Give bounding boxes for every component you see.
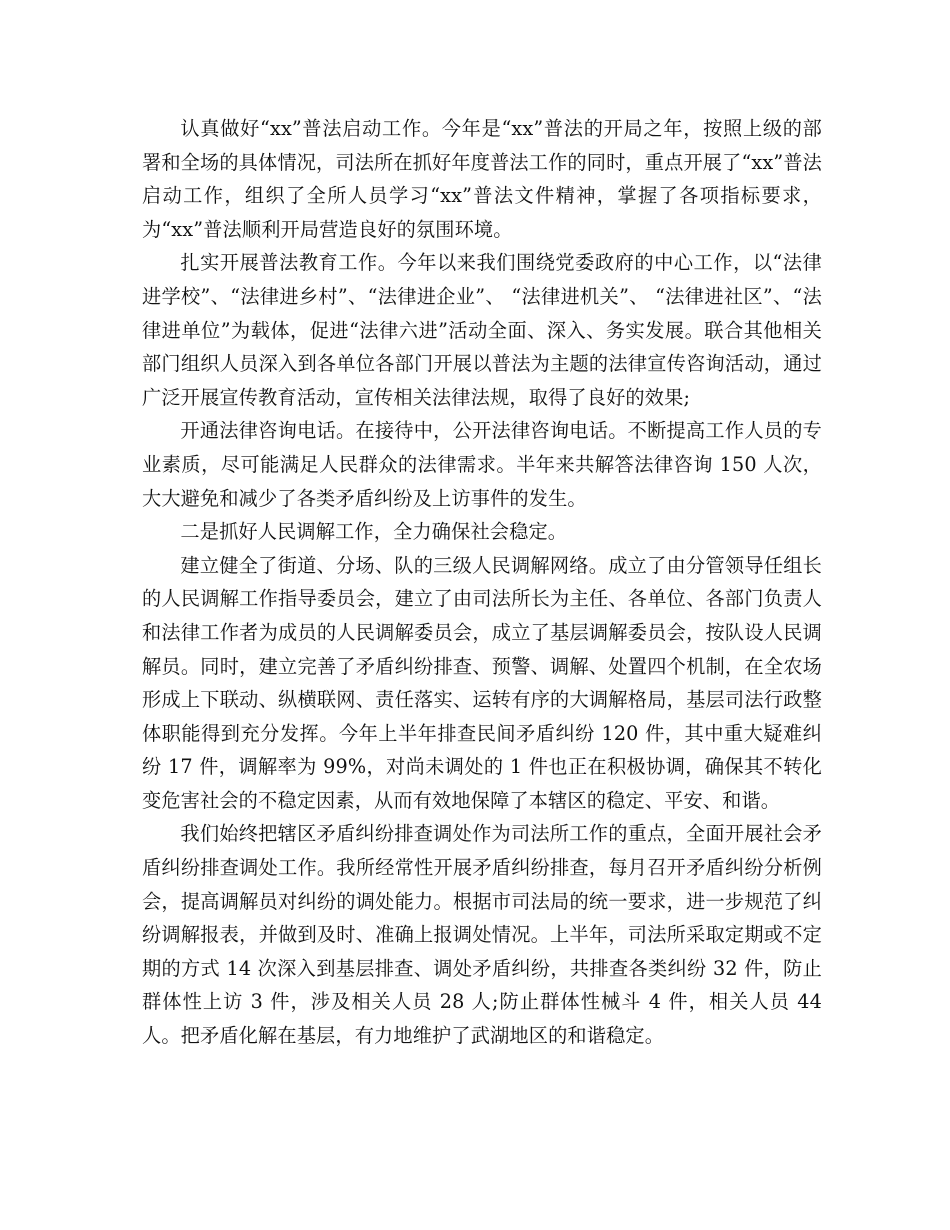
document-body (142, 112, 822, 1053)
paragraph-section-heading: 二是抓好人民调解工作，全力确保社会稳定。 (180, 520, 568, 544)
paragraph-legal-education: 扎实开展普法教育工作。今年以来我们围绕党委政府的中心工作，以“法律进学校”、“法律进乡村”、“法律进企业”、 “法律进机关”、 “法律进社区”、“法律进单位”为载体，促进“法律六进”活动全面、深入、务实发展。联合其他相关部门组织人员深入到各单位各部门开展以普法为主题的法律宣传咨询活动，通过广泛开展宣传教育活动，宣传相关法律法规，取得了良好的效果; (142, 251, 822, 409)
paragraph-consultation-hotline: 开通法律咨询电话。在接待中，公开法律咨询电话。不断提高工作人员的专业素质，尽可能满足人民群众的法律需求。半年来共解答法律咨询 150 人次，大大避免和减少了各类矛盾纠纷及上访事件的发生。 (142, 419, 822, 510)
paragraph-mediation-network: 建立健全了街道、分场、队的三级人民调解网络。成立了由分管领导任组长的人民调解工作指导委员会，建立了由司法所长为主任、各单位、各部门负责人和法律工作者为成员的人民调解委员会，成立了基层调解委员会，按队设人民调解员。同时，建立完善了矛盾纠纷排查、预警、调解、处置四个机制，在全农场形成上下联动、纵横联网、责任落实、运转有序的大调解格局，基层司法行政整体职能得到充分发挥。今年上半年排查民间矛盾纠纷 120 件，其中重大疑难纠纷 17 件，调解率为 99%，对尚未调处的 1 件也正在积极协调，确保其不转化变危害社会的不稳定因素，从而有效地保障了本辖区的稳定、平安、和谐。 (142, 553, 822, 812)
paragraph-dispute-screening: 我们始终把辖区矛盾纠纷排查调处作为司法所工作的重点，全面开展社会矛盾纠纷排查调处工作。我所经常性开展矛盾纠纷排查，每月召开矛盾纠纷分析例会，提高调解员对纠纷的调处能力。根据市司法局的统一要求，进一步规范了纠纷调解报表，并做到及时、准确上报调处情况。上半年，司法所采取定期或不定期的方式 14 次深入到基层排查、调处矛盾纠纷，共排查各类纠纷 32 件，防止群体性上访 3 件，涉及相关人员 28 人;防止群体性械斗 4 件，相关人员 44 人。把矛盾化解在基层，有力地维护了武湖地区的和谐稳定。 (142, 822, 822, 1048)
paragraph-publicity-launch: 认真做好“xx”普法启动工作。今年是“xx”普法的开局之年，按照上级的部署和全场的具体情况，司法所在抓好年度普法工作的同时，重点开展了“xx”普法启动工作，组织了全所人员学习“xx”普法文件精神，掌握了各项指标要求，为“xx”普法顺利开局营造良好的氛围环境。 (142, 117, 822, 241)
